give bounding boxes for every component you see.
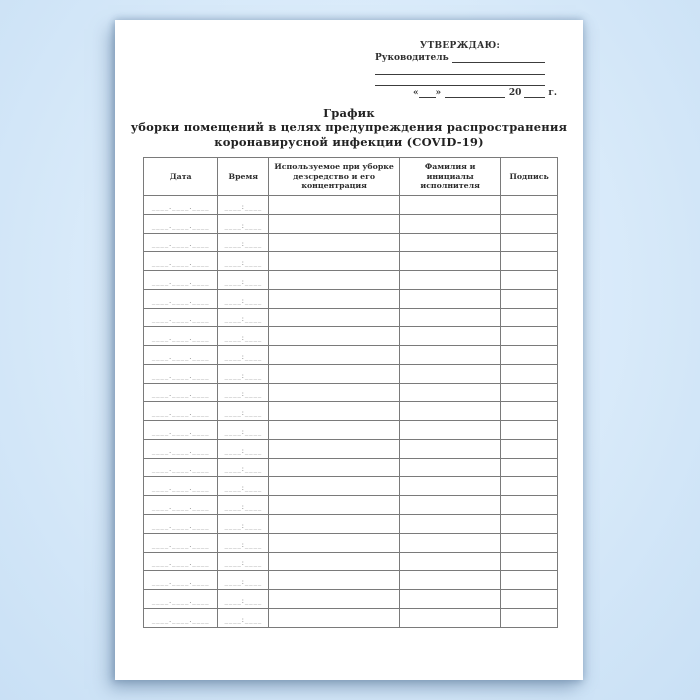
time-cell: ____:____ <box>218 515 269 534</box>
title-line-3: коронавирусной инфекции (COVID-19) <box>214 134 484 149</box>
disinfectant-cell <box>269 214 400 233</box>
time-cell: ____:____ <box>218 214 269 233</box>
disinfectant-cell <box>269 402 400 421</box>
date-cell: ____.____.____ <box>144 439 218 458</box>
table-row <box>144 196 558 215</box>
blank-year <box>524 96 545 98</box>
executor-cell <box>400 196 501 215</box>
table-row <box>144 271 558 290</box>
signature-cell <box>501 346 558 365</box>
signature-cell <box>501 402 558 421</box>
date-cell: ____.____.____ <box>144 214 218 233</box>
time-cell: ____:____ <box>218 496 269 515</box>
date-cell: ____.____.____ <box>144 590 218 609</box>
disinfectant-cell <box>269 289 400 308</box>
executor-cell <box>400 233 501 252</box>
signature-cell <box>501 477 558 496</box>
table-row <box>144 552 558 571</box>
disinfectant-cell <box>269 515 400 534</box>
executor-cell <box>400 421 501 440</box>
executor-cell <box>400 533 501 552</box>
executor-cell <box>400 477 501 496</box>
disinfectant-cell <box>269 233 400 252</box>
signature-cell <box>501 196 558 215</box>
signature-cell <box>501 552 558 571</box>
executor-cell <box>400 271 501 290</box>
table-header-row <box>144 158 558 196</box>
date-cell: ____.____.____ <box>144 608 218 627</box>
disinfectant-cell <box>269 477 400 496</box>
disinfectant-cell <box>269 346 400 365</box>
date-cell: ____.____.____ <box>144 477 218 496</box>
blank-month <box>445 96 505 98</box>
signature-cell <box>501 533 558 552</box>
schedule-table-body <box>144 196 558 628</box>
executor-cell <box>400 571 501 590</box>
signature-cell <box>501 308 558 327</box>
date-cell: ____.____.____ <box>144 496 218 515</box>
disinfectant-cell <box>269 458 400 477</box>
table-row <box>144 439 558 458</box>
table-row <box>144 289 558 308</box>
document-page <box>115 20 583 680</box>
date-cell: ____.____.____ <box>144 233 218 252</box>
close-quote: » <box>435 88 442 98</box>
disinfectant-cell <box>269 196 400 215</box>
date-cell: ____.____.____ <box>144 552 218 571</box>
disinfectant-cell <box>269 271 400 290</box>
table-row <box>144 214 558 233</box>
disinfectant-cell <box>269 552 400 571</box>
executor-cell <box>400 439 501 458</box>
date-cell: ____.____.____ <box>144 289 218 308</box>
time-cell: ____:____ <box>218 364 269 383</box>
executor-cell <box>400 289 501 308</box>
signature-cell <box>501 439 558 458</box>
disinfectant-cell <box>269 252 400 271</box>
blank-day <box>419 96 436 98</box>
blank-line <box>375 64 545 75</box>
table-row <box>144 346 558 365</box>
disinfectant-cell <box>269 439 400 458</box>
table-row <box>144 421 558 440</box>
table-row <box>144 364 558 383</box>
time-cell: ____:____ <box>218 608 269 627</box>
disinfectant-cell <box>269 308 400 327</box>
time-cell: ____:____ <box>218 383 269 402</box>
time-cell: ____:____ <box>218 439 269 458</box>
header-time: Время <box>218 158 269 196</box>
time-cell: ____:____ <box>218 458 269 477</box>
disinfectant-cell <box>269 496 400 515</box>
signature-cell <box>501 364 558 383</box>
header-date: Дата <box>144 158 218 196</box>
time-cell: ____:____ <box>218 571 269 590</box>
signature-cell <box>501 458 558 477</box>
time-cell: ____:____ <box>218 196 269 215</box>
approval-title: УТВЕРЖДАЮ: <box>419 41 501 51</box>
time-cell: ____:____ <box>218 590 269 609</box>
open-quote: « <box>413 88 419 98</box>
signature-cell <box>501 214 558 233</box>
signature-cell <box>501 608 558 627</box>
table-row <box>144 477 558 496</box>
executor-cell <box>400 496 501 515</box>
table-row <box>144 402 558 421</box>
year-prefix: 20 <box>508 88 522 98</box>
title-line-1: График <box>323 106 375 120</box>
disinfectant-cell <box>269 608 400 627</box>
table-row <box>144 496 558 515</box>
table-row <box>144 458 558 477</box>
date-cell: ____.____.____ <box>144 327 218 346</box>
signature-cell <box>501 515 558 534</box>
time-cell: ____:____ <box>218 308 269 327</box>
signature-cell <box>501 496 558 515</box>
table-row <box>144 515 558 534</box>
signature-cell <box>501 289 558 308</box>
signature-cell <box>501 383 558 402</box>
table-row <box>144 383 558 402</box>
cleaning-schedule-table <box>143 157 558 628</box>
executor-cell <box>400 383 501 402</box>
signature-cell <box>501 571 558 590</box>
table-row <box>144 608 558 627</box>
table-row <box>144 233 558 252</box>
executor-cell <box>400 364 501 383</box>
executor-cell <box>400 515 501 534</box>
date-cell: ____.____.____ <box>144 308 218 327</box>
time-cell: ____:____ <box>218 233 269 252</box>
header-disinfectant: Используемое при уборке дезсредство и его концентрация <box>269 158 400 196</box>
table-row <box>144 252 558 271</box>
disinfectant-cell <box>269 533 400 552</box>
approval-role-label: Руководитель <box>375 52 449 63</box>
date-cell: ____.____.____ <box>144 346 218 365</box>
time-cell: ____:____ <box>218 477 269 496</box>
disinfectant-cell <box>269 590 400 609</box>
disinfectant-cell <box>269 327 400 346</box>
date-cell: ____.____.____ <box>144 458 218 477</box>
table-row <box>144 327 558 346</box>
year-suffix: г. <box>548 88 557 98</box>
signature-cell <box>501 590 558 609</box>
executor-cell <box>400 346 501 365</box>
time-cell: ____:____ <box>218 289 269 308</box>
table-row <box>144 308 558 327</box>
approval-role-row <box>375 53 545 65</box>
disinfectant-cell <box>269 364 400 383</box>
executor-cell <box>400 590 501 609</box>
date-cell: ____.____.____ <box>144 252 218 271</box>
date-cell: ____.____.____ <box>144 383 218 402</box>
blank-line <box>452 61 545 63</box>
executor-cell <box>400 214 501 233</box>
header-signature: Подпись <box>501 158 558 196</box>
date-cell: ____.____.____ <box>144 364 218 383</box>
date-cell: ____.____.____ <box>144 533 218 552</box>
executor-cell <box>400 552 501 571</box>
disinfectant-cell <box>269 383 400 402</box>
date-cell: ____.____.____ <box>144 271 218 290</box>
time-cell: ____:____ <box>218 252 269 271</box>
executor-cell <box>400 252 501 271</box>
executor-cell <box>400 327 501 346</box>
disinfectant-cell <box>269 421 400 440</box>
approval-block <box>375 41 557 99</box>
signature-cell <box>501 252 558 271</box>
executor-cell <box>400 308 501 327</box>
executor-cell <box>400 402 501 421</box>
table-row <box>144 533 558 552</box>
time-cell: ____:____ <box>218 533 269 552</box>
date-cell: ____.____.____ <box>144 196 218 215</box>
approval-date-row <box>375 86 557 99</box>
header-executor: Фамилия и инициалы исполнителя <box>400 158 501 196</box>
date-cell: ____.____.____ <box>144 421 218 440</box>
executor-cell <box>400 608 501 627</box>
executor-cell <box>400 458 501 477</box>
time-cell: ____:____ <box>218 346 269 365</box>
table-row <box>144 590 558 609</box>
document-title <box>115 106 583 149</box>
time-cell: ____:____ <box>218 552 269 571</box>
blank-line <box>375 75 545 86</box>
time-cell: ____:____ <box>218 327 269 346</box>
table-row <box>144 571 558 590</box>
title-line-2: уборки помещений в целях предупреждения распространения <box>130 120 568 135</box>
date-cell: ____.____.____ <box>144 571 218 590</box>
time-cell: ____:____ <box>218 421 269 440</box>
signature-cell <box>501 233 558 252</box>
date-cell: ____.____.____ <box>144 402 218 421</box>
signature-cell <box>501 327 558 346</box>
date-cell: ____.____.____ <box>144 515 218 534</box>
time-cell: ____:____ <box>218 271 269 290</box>
signature-cell <box>501 271 558 290</box>
disinfectant-cell <box>269 571 400 590</box>
signature-cell <box>501 421 558 440</box>
time-cell: ____:____ <box>218 402 269 421</box>
